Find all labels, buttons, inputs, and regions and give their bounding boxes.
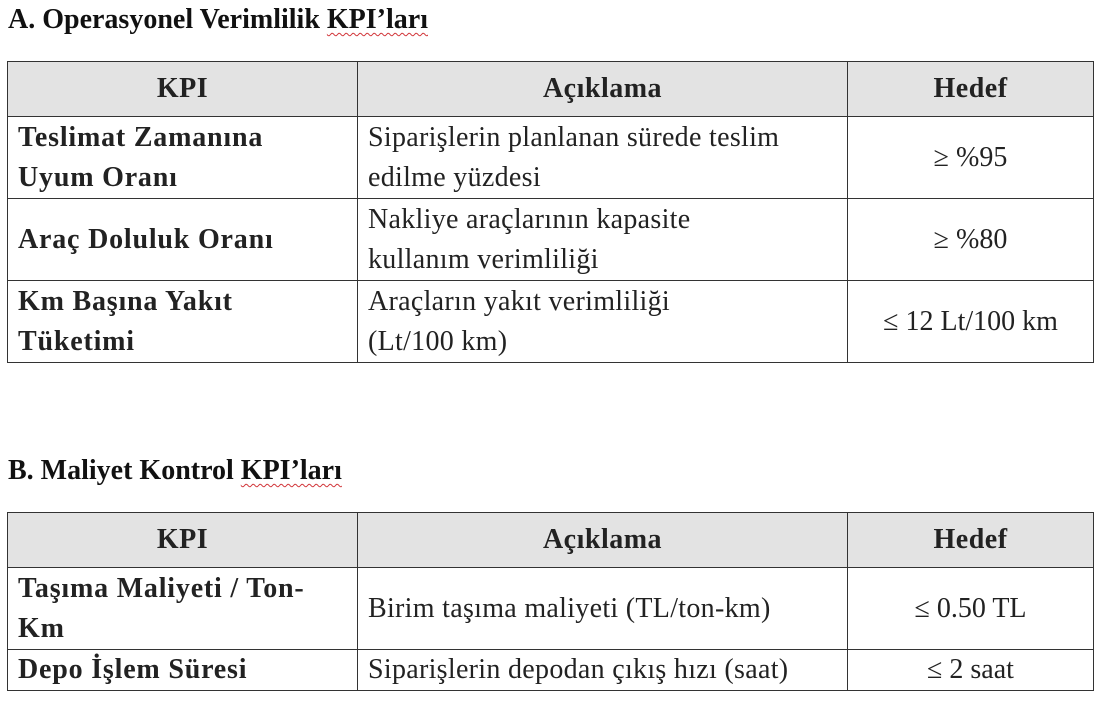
section-a-title bbox=[8, 4, 428, 36]
description-cell: Birim taşıma maliyeti (TL/ton-km) bbox=[358, 568, 848, 650]
section-b-title-prefix: B. Maliyet Kontrol bbox=[8, 455, 241, 486]
section-b-title-flagged-word: KPI’ları bbox=[240, 455, 342, 486]
section-a-title-flagged-word: KPI’ları bbox=[326, 4, 428, 35]
table-header-row bbox=[8, 513, 1094, 568]
kpi-name-line: Teslimat Zamanına bbox=[18, 121, 264, 153]
section-b-title bbox=[8, 455, 342, 487]
description-line: Araçların yakıt verimliliği bbox=[368, 285, 671, 317]
description-line: kullanım verimliliği bbox=[368, 243, 599, 275]
table-row bbox=[8, 650, 1094, 691]
description-cell bbox=[358, 117, 848, 199]
table-header-row bbox=[8, 62, 1094, 117]
kpi-name-line: Uyum Oranı bbox=[18, 161, 178, 193]
description-line: Siparişlerin planlanan sürede teslim bbox=[368, 121, 780, 153]
header-target: Hedef bbox=[848, 62, 1094, 117]
description-line: edilme yüzdesi bbox=[368, 161, 541, 193]
kpi-name-cell: Araç Doluluk Oranı bbox=[8, 199, 358, 281]
kpi-name-line: Taşıma Maliyeti / Ton- bbox=[18, 572, 305, 604]
table-row bbox=[8, 199, 1094, 281]
description-cell: Siparişlerin depodan çıkış hızı (saat) bbox=[358, 650, 848, 691]
description-line: (Lt/100 km) bbox=[368, 325, 508, 357]
kpi-name-cell bbox=[8, 568, 358, 650]
header-kpi: KPI bbox=[8, 62, 358, 117]
header-description: Açıklama bbox=[358, 513, 848, 568]
target-cell: ≥ %95 bbox=[848, 117, 1094, 199]
kpi-name-cell bbox=[8, 117, 358, 199]
table-row bbox=[8, 281, 1094, 363]
table-row bbox=[8, 568, 1094, 650]
kpi-name-cell bbox=[8, 281, 358, 363]
kpi-name-line: Tüketimi bbox=[18, 325, 135, 357]
target-cell: ≤ 2 saat bbox=[848, 650, 1094, 691]
target-cell: ≤ 0.50 TL bbox=[848, 568, 1094, 650]
kpi-name-line: Km Başına Yakıt bbox=[18, 285, 233, 317]
kpi-name-line: Km bbox=[18, 612, 65, 644]
kpi-name-cell: Depo İşlem Süresi bbox=[8, 650, 358, 691]
table-row bbox=[8, 117, 1094, 199]
description-cell bbox=[358, 199, 848, 281]
target-cell: ≤ 12 Lt/100 km bbox=[848, 281, 1094, 363]
section-a-title-prefix: A. Operasyonel Verimlilik bbox=[8, 4, 327, 35]
cost-control-kpi-table bbox=[7, 512, 1094, 691]
header-target: Hedef bbox=[848, 513, 1094, 568]
header-kpi: KPI bbox=[8, 513, 358, 568]
description-line: Nakliye araçlarının kapasite bbox=[368, 203, 691, 235]
operational-efficiency-kpi-table bbox=[7, 61, 1094, 363]
header-description: Açıklama bbox=[358, 62, 848, 117]
target-cell: ≥ %80 bbox=[848, 199, 1094, 281]
description-cell bbox=[358, 281, 848, 363]
